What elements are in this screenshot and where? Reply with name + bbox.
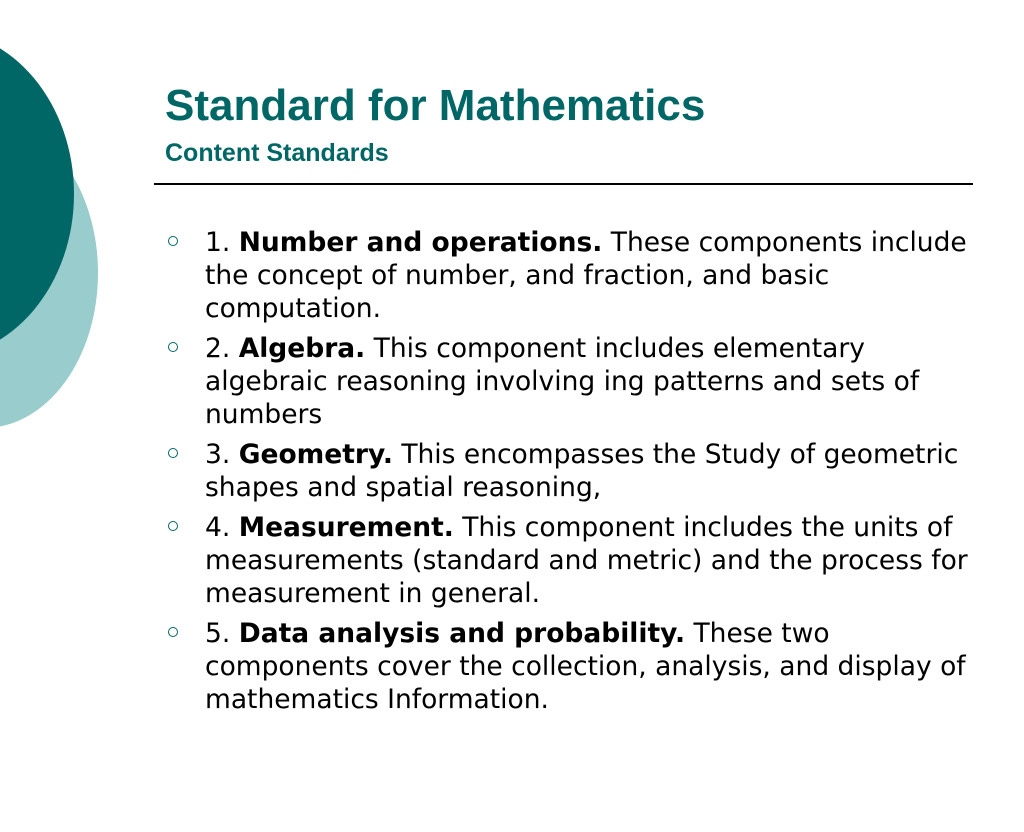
list-item-geometry	[160, 438, 980, 504]
bullet-icon	[168, 627, 178, 637]
bullet-icon	[168, 448, 178, 458]
item-text: These two components cover the collection, analysis, and display of mathematics Information.	[205, 618, 966, 715]
title-divider	[154, 183, 973, 185]
content-standards-list	[160, 226, 980, 723]
item-number: 4.	[205, 512, 239, 543]
item-number: 5.	[205, 618, 239, 649]
bullet-icon	[168, 342, 178, 352]
item-term: Number and operations.	[238, 227, 603, 258]
bullet-icon	[168, 521, 178, 531]
bullet-icon	[168, 236, 178, 246]
item-term: Data analysis and probability.	[238, 618, 686, 649]
item-number: 2.	[205, 333, 239, 364]
item-text: This component includes the units of measurements (standard and metric) and the process for measurement in general.	[205, 512, 968, 609]
item-text: This component includes elementary algebraic reasoning involving ing patterns and sets of numbers	[205, 333, 920, 430]
item-number: 1.	[205, 227, 239, 258]
slide-title: Standard for Mathematics	[165, 81, 706, 130]
list-item-measurement	[160, 511, 980, 610]
list-item-algebra	[160, 332, 980, 431]
slide-subtitle: Content Standards	[165, 139, 389, 167]
item-term: Geometry.	[238, 439, 393, 470]
list-item-number-and-operations	[160, 226, 980, 325]
item-term: Algebra.	[238, 333, 366, 364]
item-number: 3.	[205, 439, 239, 470]
item-text: This encompasses the Study of geometric shapes and spatial reasoning,	[205, 439, 959, 503]
item-term: Measurement.	[238, 512, 454, 543]
list-item-data-analysis-and-probability	[160, 617, 980, 716]
item-text: These components include the concept of number, and fraction, and basic computation.	[205, 227, 967, 324]
